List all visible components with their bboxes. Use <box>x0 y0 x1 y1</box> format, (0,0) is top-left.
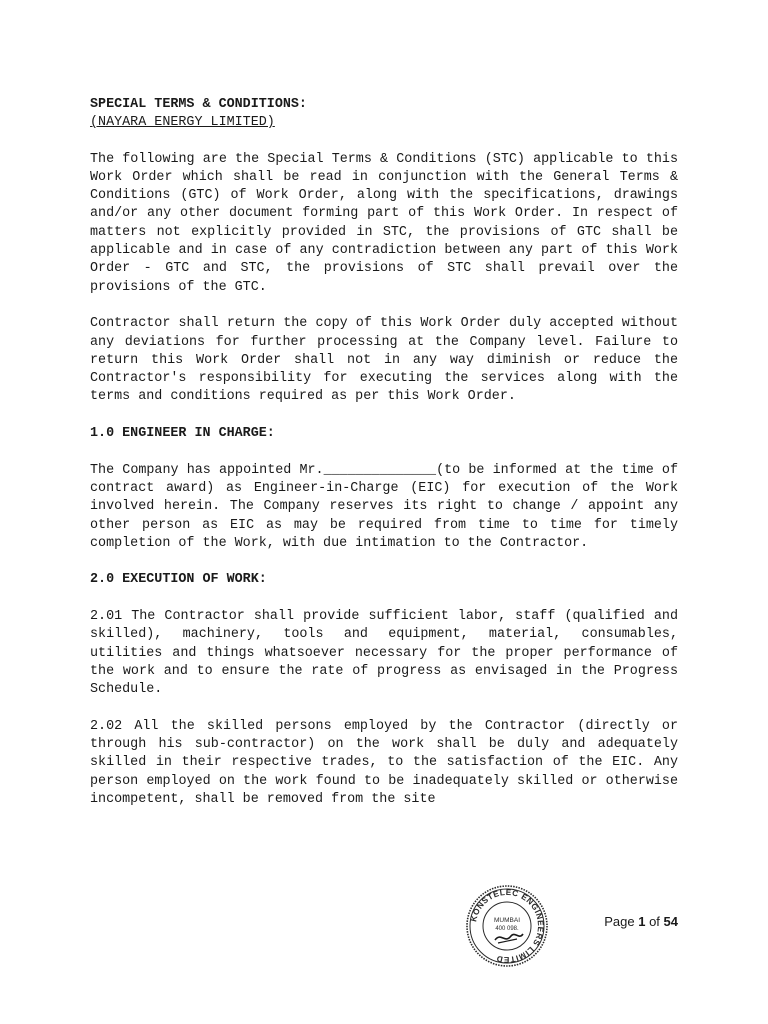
signature-scribble <box>495 934 523 940</box>
page-of: of <box>649 914 660 929</box>
section-paragraph-eic: The Company has appointed Mr.______________(to be informed at the time of contract award) as Engineer-in-Charge (EIC) for execution of the Work involved herein. The Company reserves its right to change / appoint any other person as EIC as may be required from time to time for timely completion of the Work, with due intimation to the Contractor. <box>90 462 678 551</box>
seal-city-text: MUMBAI <box>494 917 520 924</box>
document-heading: SPECIAL TERMS & CONDITIONS: <box>90 97 307 112</box>
document-subheading: (NAYARA ENERGY LIMITED) <box>90 115 275 131</box>
section-title-engineer-in-charge: 1.0 ENGINEER IN CHARGE: <box>90 426 275 442</box>
page-total: 54 <box>663 914 678 929</box>
return-paragraph: Contractor shall return the copy of this Work Order duly accepted without any deviations for further processing at the Company level. Failure to return this Work Order shall not in any way diminish or reduce the Contractor's responsibility for executing the services along with the terms and conditions required as per this Work Order. <box>90 316 678 405</box>
document-body <box>90 96 678 828</box>
company-seal-stamp <box>465 884 549 968</box>
seal-pincode-text: 400 098. <box>495 926 519 932</box>
seal-ring-text: KONSTELEC ENGINEERS LIMITED <box>469 887 546 965</box>
section-paragraph-2-01: 2.01 The Contractor shall provide sufficient labor, staff (qualified and skilled), machinery, tools and equipment, material, consumables, utilities and things whatsoever necessary for the proper performance of the work and to ensure the rate of progress as envisaged in the Progress Schedule. <box>90 609 678 698</box>
page-number <box>604 914 678 929</box>
section-title-execution-of-work: 2.0 EXECUTION OF WORK: <box>90 572 267 588</box>
section-paragraph-2-02: 2.02 All the skilled persons employed by the Contractor (directly or through his sub-contractor) on the work shall be duly and adequately skilled in their respective trades, to the satisfaction of the EIC. Any person employed on the work found to be inadequately skilled or otherwise incompetent, shall be removed from the site <box>90 718 678 807</box>
intro-paragraph: The following are the Special Terms & Conditions (STC) applicable to this Work Order which shall be read in conjunction with the General Terms & Conditions (GTC) of Work Order, along with the specifications, drawings and/or any other document forming part of this Work Order. In respect of matters not explicitly provided in STC, the provisions of GTC shall be applicable and in case of any contradiction between any part of this Work Order - GTC and STC, the provisions of STC shall prevail over the provisions of the GTC. <box>90 151 678 295</box>
page-word: Page <box>604 914 635 929</box>
page-current: 1 <box>638 914 646 929</box>
